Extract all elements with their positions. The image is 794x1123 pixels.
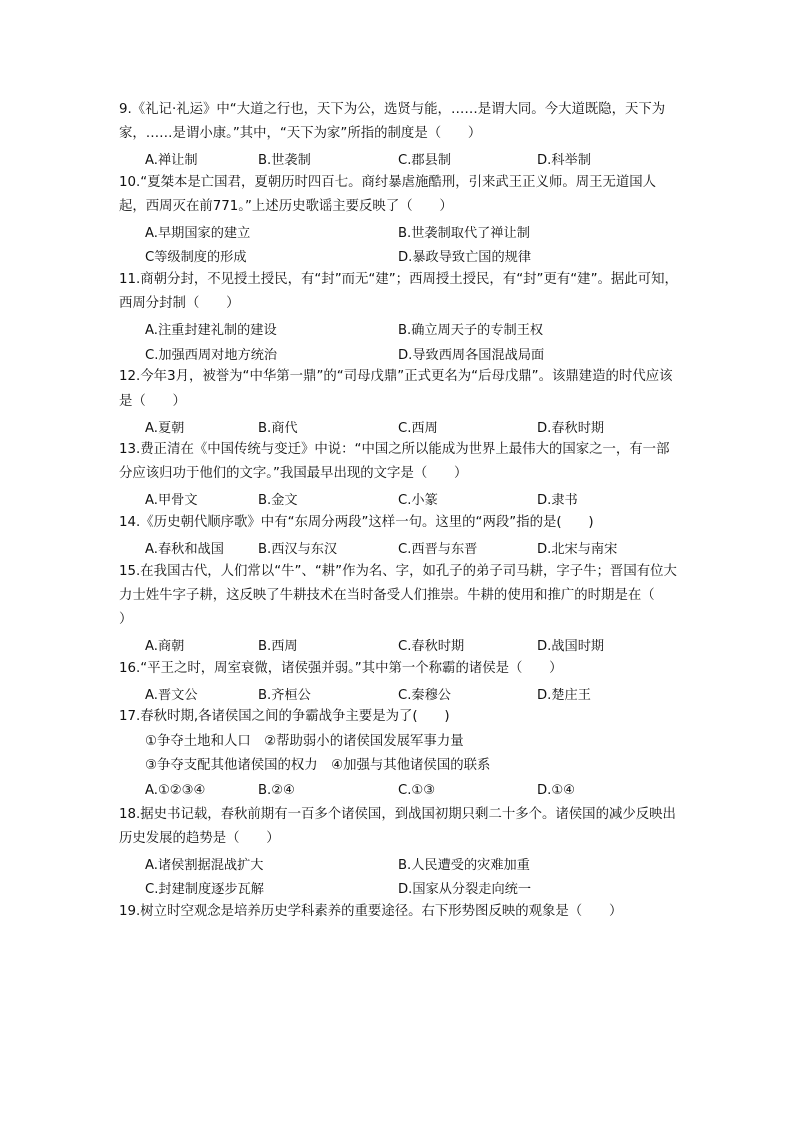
answer-option: C.春秋时期 — [398, 639, 465, 655]
options-row — [119, 778, 679, 802]
answer-option: B.西周 — [258, 639, 298, 655]
answer-option: A.早期国家的建立 — [145, 226, 251, 242]
answer-option: D.楚庄王 — [537, 687, 591, 703]
question-9 — [119, 98, 679, 171]
options-row — [119, 244, 679, 268]
question-16 — [119, 657, 679, 706]
answer-option: C.秦穆公 — [398, 687, 451, 703]
answer-option: D.国家从分裂走向统一 — [398, 882, 532, 898]
answer-option: C.加强西周对地方统治 — [145, 347, 278, 363]
options-row — [119, 535, 679, 559]
answer-option: B.西汉与东汉 — [258, 541, 338, 557]
options-row — [119, 851, 679, 875]
exam-document — [119, 98, 682, 924]
answer-option: D.隶书 — [537, 493, 578, 509]
answer-option: A.注重封建礼制的建设 — [145, 323, 277, 339]
question-stem: 14.《历史朝代顺序歌》中有“东周分两段”这样一句。这里的“两段”指的是( ) — [119, 515, 594, 531]
statement-line: ③争夺支配其他诸侯国的权力 ④加强与其他诸侯国的联系 — [145, 758, 491, 774]
question-stem: 15.在我国古代，人们常以“牛”、“耕”作为名、字，如孔子的弟子司马耕，字子牛；晋国有位大力士姓牛字子耕，这反映了牛耕技术在当时备受人们推崇。牛耕的使用和推广的时期是在（ ） — [119, 563, 682, 628]
answer-option: B.世袭制 — [258, 153, 311, 169]
answer-option: A.商朝 — [145, 639, 185, 655]
answer-option: D.科举制 — [537, 153, 591, 169]
answer-option: B.金文 — [258, 493, 298, 509]
answer-option: D.暴政导致亡国的规律 — [398, 250, 532, 266]
statement-line: ①争夺土地和人口 ②帮助弱小的诸侯国发展军事力量 — [145, 733, 464, 749]
answer-option: D.①④ — [537, 782, 575, 798]
answer-option: C.①③ — [398, 782, 436, 798]
answer-option: A.夏朝 — [145, 420, 185, 436]
answer-option: C.封建制度逐步瓦解 — [145, 882, 264, 898]
answer-option: B.确立周天子的专制王权 — [398, 323, 544, 339]
question-19 — [119, 900, 679, 924]
question-10 — [119, 171, 679, 268]
question-13 — [119, 438, 679, 511]
options-row — [119, 487, 679, 511]
options-row — [119, 219, 679, 243]
question-12 — [119, 365, 679, 438]
answer-option: C.西晋与东晋 — [398, 541, 478, 557]
answer-option: A.诸侯割据混战扩大 — [145, 857, 264, 873]
question-17 — [119, 705, 679, 802]
answer-option: B.人民遭受的灾难加重 — [398, 857, 530, 873]
answer-option: A.甲骨文 — [145, 493, 198, 509]
answer-option: D.战国时期 — [537, 639, 605, 655]
question-stem: 18.据史书记载，春秋前期有一百多个诸侯国，到战国初期只剩二十多个。诸侯国的减少反映出历史发展的趋势是（ ） — [119, 806, 676, 846]
answer-option: A.春秋和战国 — [145, 541, 224, 557]
question-14 — [119, 511, 679, 560]
question-stem: 16.“平王之时，周室衰微，诸侯强并弱。”其中第一个称霸的诸侯是（ ） — [119, 660, 563, 676]
question-stem: 9.《礼记·礼运》中“大道之行也，天下为公，选贤与能，……是谓大同。今大道既隐，天下为家，……是谓小康。”其中，“天下为家”所指的制度是（ ） — [119, 102, 666, 142]
question-stem: 10.“夏桀本是亡国君，夏朝历时四百七。商纣暴虐施酷刑，引来武王正义师。周王无道国人起，西周灭在前771。”上述历史歌谣主要反映了（ ） — [119, 174, 657, 215]
answer-option: A.禅让制 — [145, 153, 198, 169]
question-stem: 11.商朝分封，不见授土授民，有“封”而无“建”；西周授土授民，有“封”更有“建”。据此可知，西周分封制（ ） — [119, 272, 678, 312]
question-stem: 13.费正清在《中国传统与变迁》中说：“中国之所以能成为世界上最伟大的国家之一，有一部分应该归功于他们的文字。”我国最早出现的文字是（ ） — [119, 442, 670, 482]
options-row — [119, 633, 679, 657]
options-row — [119, 876, 679, 900]
answer-option: B.②④ — [258, 782, 295, 798]
question-stem: 17.春秋时期,各诸侯国之间的争霸战争主要是为了( ) — [119, 709, 450, 725]
answer-option: B.世袭制取代了禅让制 — [398, 226, 530, 242]
options-row — [119, 147, 679, 171]
answer-option: D.导致西周各国混战局面 — [398, 347, 545, 363]
question-15 — [119, 560, 682, 657]
answer-option: B.商代 — [258, 420, 298, 436]
answer-option: A.晋文公 — [145, 687, 198, 703]
answer-option: D.春秋时期 — [537, 420, 605, 436]
question-18 — [119, 803, 679, 900]
question-stem: 19.树立时空观念是培养历史学科素养的重要途径。右下形势图反映的观象是（ ） — [119, 903, 623, 919]
options-row — [119, 414, 679, 438]
answer-option: C.小篆 — [398, 493, 438, 509]
question-stem: 12.今年3月，被誉为“中华第一鼎”的“司母戊鼎”正式更名为“后母戊鼎”。该鼎建造的时代应该是（ ） — [119, 369, 673, 409]
question-11 — [119, 268, 679, 365]
options-row — [119, 681, 679, 705]
answer-option: C.郡县制 — [398, 153, 451, 169]
answer-option: A.①②③④ — [145, 782, 206, 798]
answer-option: C等级制度的形成 — [145, 250, 247, 266]
answer-option: B.齐桓公 — [258, 687, 311, 703]
answer-option: D.北宋与南宋 — [537, 541, 618, 557]
answer-option: C.西周 — [398, 420, 438, 436]
options-row — [119, 317, 679, 341]
options-row — [119, 341, 679, 365]
